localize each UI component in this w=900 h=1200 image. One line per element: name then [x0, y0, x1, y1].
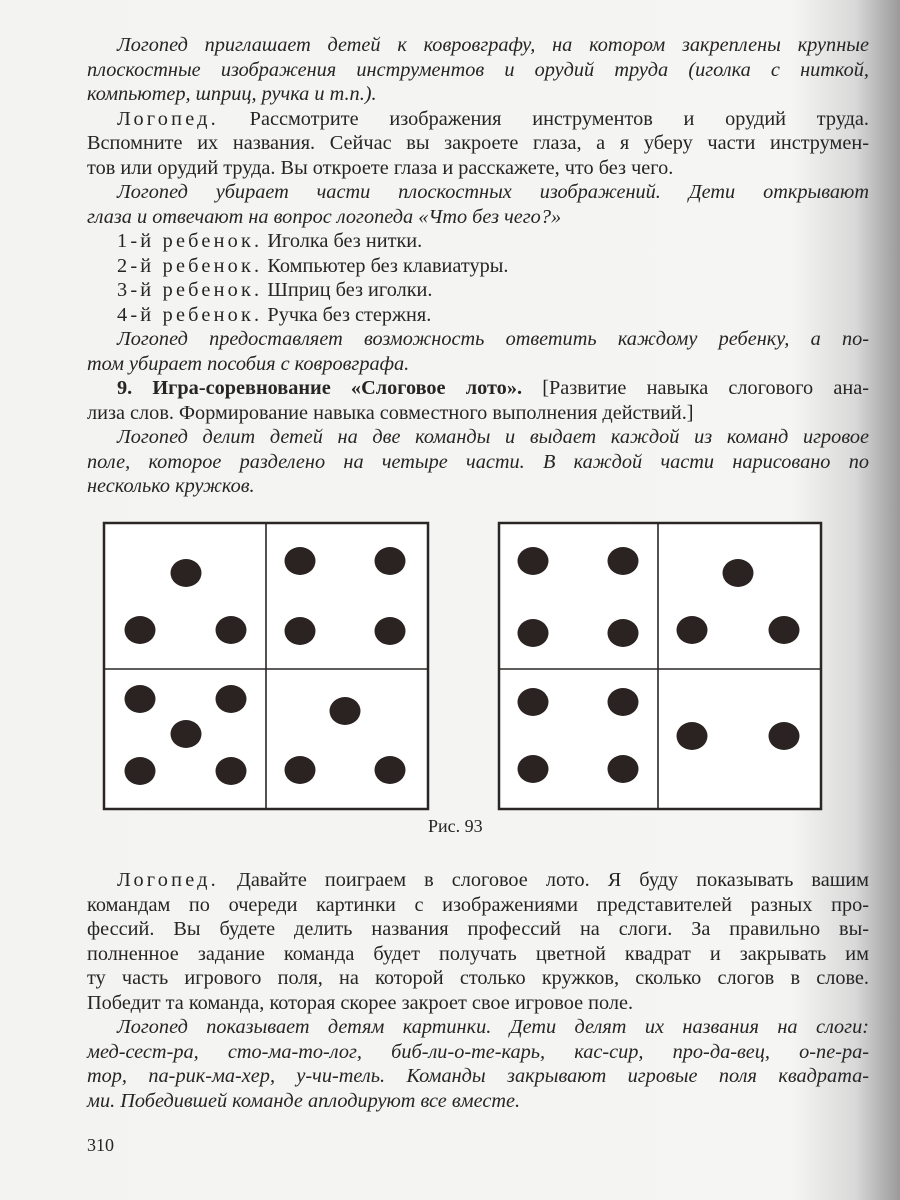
text-line [87, 425, 869, 450]
text-line [87, 205, 869, 230]
text-segment: Рассмотрите изображения инструментов и орудий труда. [218, 107, 869, 130]
text-segment: Ручка без стержня. [262, 303, 432, 326]
text-segment: Логопед убирает части плоскостных изображений. Дети открывают [117, 181, 869, 203]
text-segment: Шприц без иголки. [262, 279, 433, 301]
circle-dot [216, 757, 247, 785]
circle-dot [769, 616, 800, 644]
text-segment: Логопед показывает детям картинки. Дети делят их названия на слоги: [117, 1016, 869, 1038]
text-line [87, 991, 869, 1016]
text-segment: Логопед приглашает детей к ковровграфу, на котором закреплены крупные [117, 34, 869, 56]
circle-dot [285, 617, 316, 645]
circle-dot [518, 619, 549, 647]
text-segment: полненное задание команда будет получать цветной квадрат и закрывать им [87, 942, 869, 965]
page-number: 310 [87, 1135, 114, 1155]
text-segment: тов или орудий труда. Вы откроете глаза и расскажете, что без чего. [87, 156, 674, 179]
circle-dot [518, 755, 549, 783]
text-line [87, 131, 869, 156]
text-line [87, 352, 869, 377]
text-line [87, 82, 869, 107]
circle-dot [723, 559, 754, 587]
text-line [87, 917, 869, 942]
text-line [87, 278, 869, 303]
speaker-label: 2-й ребенок. [117, 254, 263, 277]
text-line [87, 966, 869, 991]
right-game-field [499, 523, 821, 809]
text-segment: Логопед предоставляет возможность ответить каждому ребенку, а по- [117, 328, 869, 350]
circle-dot [769, 722, 800, 750]
speaker-label: 4-й ребенок. [117, 303, 263, 326]
speaker-label: Логопед. [117, 107, 219, 130]
circle-dot [216, 685, 247, 713]
text-segment: [Развитие навыка слогового ана- [522, 377, 869, 399]
text-segment: несколько кружков. [87, 475, 255, 497]
text-line [87, 401, 869, 426]
text-line [87, 156, 869, 181]
text-segment: Компьютер без клавиатуры. [262, 254, 509, 277]
text-line [87, 474, 869, 499]
text-line [87, 303, 869, 328]
text-line [87, 1015, 869, 1040]
top-text-block [87, 33, 869, 499]
text-line [87, 893, 869, 918]
text-line [87, 229, 869, 254]
text-segment: командам по очереди картинки с изображениями представителей разных про- [87, 893, 869, 916]
circle-dot [608, 619, 639, 647]
circle-dot [171, 720, 202, 748]
text-segment: Победит та команда, которая скорее закроет свое игровое поле. [87, 991, 634, 1014]
circle-dot [216, 616, 247, 644]
speaker-label: Логопед. [117, 869, 219, 891]
circle-dot [125, 685, 156, 713]
circle-dot [125, 616, 156, 644]
circle-dot [330, 697, 361, 725]
text-line [87, 33, 869, 58]
circle-dot [677, 722, 708, 750]
circle-dot [608, 755, 639, 783]
text-segment: мед-сест-ра, сто-ма-то-лог, биб-ли-о-те-карь, кас-сир, про-да-вец, о-пе-ра- [87, 1040, 869, 1063]
circle-dot [125, 757, 156, 785]
text-segment: тор, па-рик-ма-хер, у-чи-тель. Команды закрывают игровые поля квадрата- [87, 1065, 869, 1087]
circle-dot [608, 688, 639, 716]
text-line [87, 376, 869, 401]
circle-dot [375, 756, 406, 784]
text-line [87, 327, 869, 352]
text-segment: фессий. Вы будете делить названия профессий на слоги. За правильно вы- [87, 918, 869, 940]
section-heading: 9. Игра-соревнование «Слоговое лото». [117, 377, 523, 399]
circle-dot [518, 547, 549, 575]
text-line [87, 1089, 869, 1114]
text-line [87, 942, 869, 967]
circle-dot [171, 559, 202, 587]
text-segment: глаза и отвечают на вопрос логопеда «Что без чего?» [87, 205, 562, 228]
text-segment: Давайте поиграем в слоговое лото. Я буду показывать вашим [218, 869, 869, 891]
text-line [87, 450, 869, 475]
text-segment: Иголка без нитки. [262, 230, 423, 252]
text-line [87, 107, 869, 132]
text-line [87, 868, 869, 893]
circle-dot [608, 547, 639, 575]
speaker-label: 1-й ребенок. [117, 230, 263, 252]
bottom-text-block [87, 868, 869, 1113]
text-segment: том убирает пособия с ковровграфа. [87, 352, 410, 375]
figure-caption: Рис. 93 [428, 816, 483, 836]
circle-dot [677, 616, 708, 644]
text-segment: Логопед делит детей на две команды и выдает каждой из команд игровое [117, 426, 869, 448]
circle-dot [285, 547, 316, 575]
circle-dot [518, 688, 549, 716]
text-segment: Вспомните их названия. Сейчас вы закроете глаза, а я уберу части инструмен- [87, 132, 869, 154]
text-segment: ту часть игрового поля, на которой столько кружков, сколько слогов в слове. [87, 967, 869, 989]
text-segment: лиза слов. Формирование навыка совместного выполнения действий.] [87, 401, 694, 424]
left-game-field [104, 523, 428, 809]
text-line [87, 1040, 869, 1065]
circle-dot [375, 617, 406, 645]
text-segment: компьютер, шприц, ручка и т.п.). [87, 83, 377, 105]
text-line [87, 180, 869, 205]
text-segment: поле, которое разделено на четыре части. В каждой части нарисовано по [87, 450, 869, 473]
text-line [87, 1064, 869, 1089]
text-line [87, 254, 869, 279]
text-segment: плоскостные изображения инструментов и орудий труда (иголка с ниткой, [87, 58, 869, 81]
text-segment: ми. Победившей команде аплодируют все вместе. [87, 1089, 521, 1112]
speaker-label: 3-й ребенок. [117, 279, 263, 301]
circle-dot [285, 756, 316, 784]
circle-dot [375, 547, 406, 575]
text-line [87, 58, 869, 83]
